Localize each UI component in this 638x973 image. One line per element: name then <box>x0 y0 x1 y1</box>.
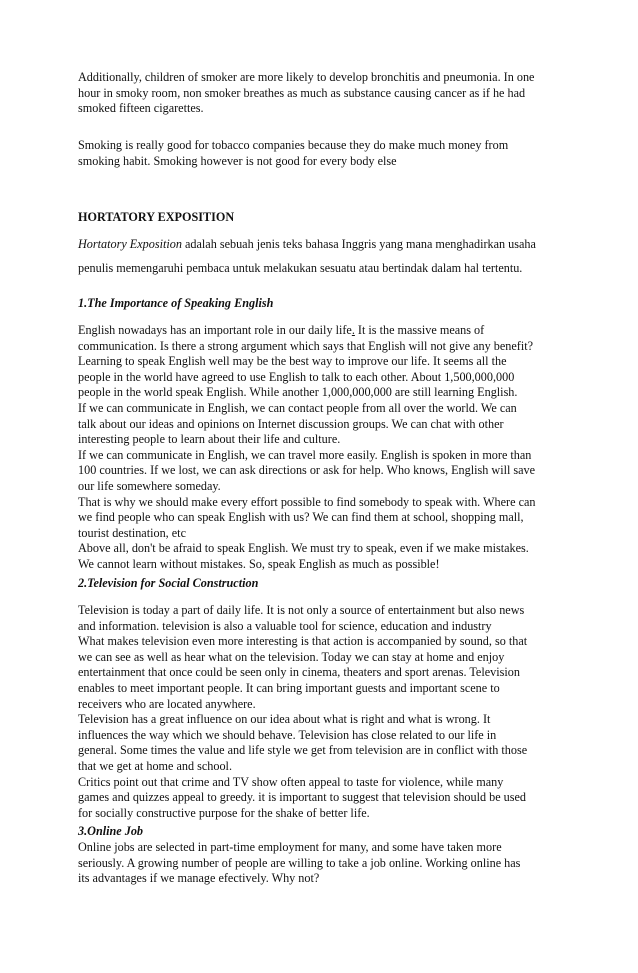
text-line: Online jobs are selected in part-time employment for many, and some have taken more <box>78 840 502 854</box>
text-line: 100 countries. If we lost, we can ask directions or ask for help. Who knows, English will save <box>78 463 536 478</box>
text-line: Smoking is really good for tobacco companies because they do make much money from <box>78 138 509 152</box>
text-line: If we can communicate in English, we can travel more easily. English is spoken in more than <box>78 447 532 462</box>
definition-text: adalah sebuah jenis teks bahasa Inggris yang mana menghadirkan usaha <box>181 237 536 251</box>
section-1-body <box>78 323 578 573</box>
text-line: people in the world have agreed to use English to talk to each other. About 1,500,000,000 <box>78 369 515 384</box>
section-heading: HORTATORY EXPOSITION <box>78 210 235 224</box>
intro-paragraph-1 <box>78 70 578 117</box>
text-line: Critics point out that crime and TV show often appeal to taste for violence, while many <box>78 774 504 789</box>
text-line: Additionally, children of smoker are more likely to develop bronchitis and pneumonia. In one <box>78 70 535 84</box>
text-line: entertainment that once could be seen only in cinema, theaters and sport arenas. Television <box>78 665 520 680</box>
text-line: Learning to speak English well may be the best way to improve our life. It seems all the <box>78 354 507 369</box>
text-line: general. Some times the value and life style we get from television are in conflict with those <box>78 743 528 758</box>
text-segment: English nowadays has an important role in our daily life <box>78 323 352 337</box>
text-line: people in the world speak English. While another 1,000,000,000 are still learning English. <box>78 385 518 400</box>
text-line: We cannot learn without mistakes. So, speak English as much as possible! <box>78 556 440 571</box>
text-line: enables to meet important people. It can bring important guests and important scene to <box>78 680 500 695</box>
section-1-title: 1.The Importance of Speaking English <box>78 296 274 310</box>
text-line: we find people who can speak English with us? We can find them at school, shopping mall, <box>78 510 524 525</box>
text-line: interesting people to learn about their life and culture. <box>78 432 341 447</box>
text-line: and information. television is also a valuable tool for science, education and industry <box>78 618 492 633</box>
text-line: smoking habit. Smoking however is not good for every body else <box>78 153 397 168</box>
definition-line-1 <box>78 237 578 253</box>
text-line: tourist destination, etc <box>78 525 186 540</box>
text-line: our life somewhere someday. <box>78 478 221 493</box>
text-line: influences the way which we should behave. Television has close related to our life in <box>78 727 497 742</box>
definition-term: Hortatory Exposition <box>78 237 182 251</box>
text-line: its advantages if we manage efectively. Why not? <box>78 871 320 886</box>
text-line: Above all, don't be afraid to speak English. We must try to speak, even if we make mistakes. <box>78 541 529 556</box>
section-3-body <box>78 840 578 887</box>
definition-paragraph <box>78 237 578 253</box>
text-line: receivers who are located anywhere. <box>78 696 256 711</box>
text-line: Television is today a part of daily life. It is not only a source of entertainment but also news <box>78 603 525 617</box>
text-line: we can see as well as hear what on the television. Today we can stay at home and enjoy <box>78 649 505 664</box>
text-line: If we can communicate in English, we can contact people from all over the world. We can <box>78 400 517 415</box>
text-segment: It is the massive means of <box>354 323 485 337</box>
text-line: games and quizzes appeal to greedy. it is important to suggest that television should be used <box>78 790 527 805</box>
text-segment: . <box>351 323 355 337</box>
text-line: that we get at home and school. <box>78 758 232 773</box>
text-line: communication. Is there a strong argument which says that English will not give any benefit? <box>78 338 534 353</box>
text-line: penulis memengaruhi pembaca untuk melakukan sesuatu atau bertindak dalam hal tertentu. <box>78 261 523 275</box>
text-line: smoked fifteen cigarettes. <box>78 101 204 116</box>
text-line <box>78 323 578 339</box>
text-line: hour in smoky room, non smoker breathes as much as substance causing cancer as if he had <box>78 85 526 100</box>
text-line: That is why we should make every effort possible to find somebody to speak with. Where can <box>78 494 536 509</box>
section-2-title: 2.Television for Social Construction <box>78 576 259 590</box>
intro-paragraph-2 <box>78 138 578 169</box>
text-line: What makes television even more interesting is that action is accompanied by sound, so that <box>78 634 528 649</box>
section-3-title: 3.Online Job <box>78 824 144 838</box>
text-line: Television has a great influence on our idea about what is right and what is wrong. It <box>78 712 491 727</box>
section-2-body <box>78 603 578 821</box>
text-line: talk about our ideas and opinions on Internet discussion groups. We can chat with other <box>78 416 504 431</box>
text-line: for socially constructive purpose for the shake of better life. <box>78 805 370 820</box>
definition-paragraph-line-2 <box>78 261 578 277</box>
text-line: seriously. A growing number of people are willing to take a job online. Working online has <box>78 855 521 870</box>
